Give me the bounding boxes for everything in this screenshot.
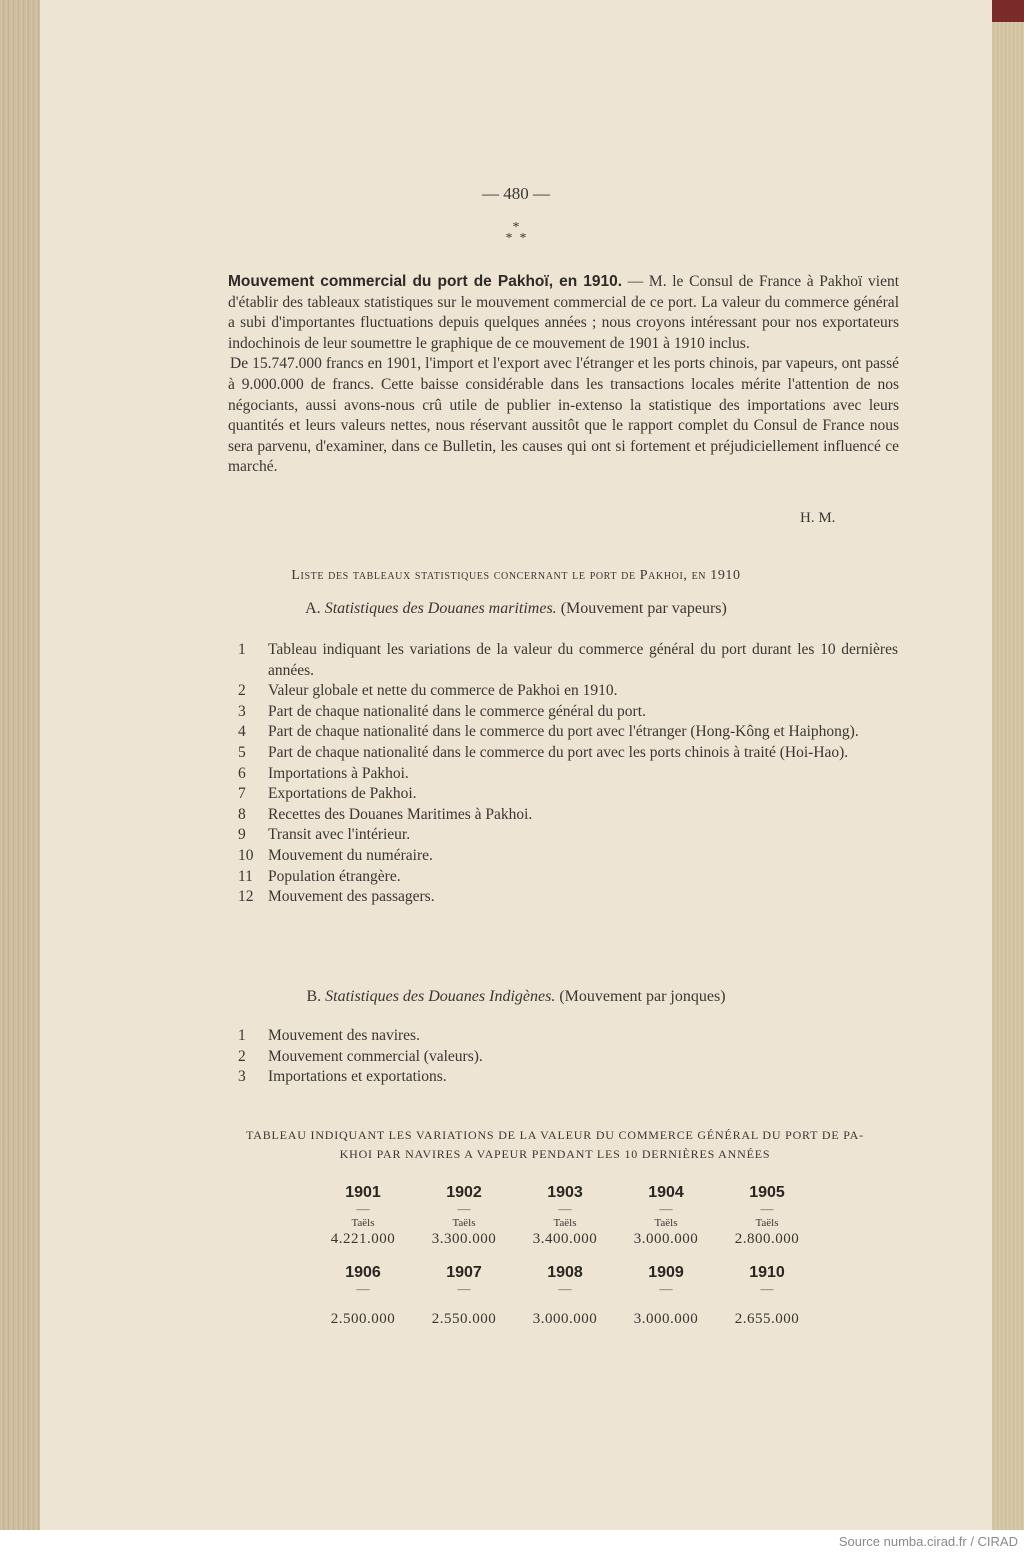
year-label: 1909 [648,1264,684,1281]
year-label: 1904 [648,1184,684,1201]
dash: — [760,1201,774,1216]
year-column [618,1264,714,1328]
section-b-name: Statistiques des Douanes Indigènes. [325,988,556,1005]
list-text: Part de chaque nationalité dans le commerce général du port. [268,702,646,720]
list-item [238,867,898,888]
list-text: Part de chaque nationalité dans le commerce du port avec les ports chinois à traité (Hoi-Hao). [268,743,849,761]
list-number: 3 [238,1068,246,1086]
year-row-2 [315,1264,815,1328]
list-text: Mouvement des passagers. [268,888,435,906]
list-text: Population étrangère. [268,867,401,885]
year-value: 2.800.000 [734,1231,800,1247]
dash: — [760,1281,774,1296]
section-b-list [238,1026,898,1088]
unit-label: Taëls [654,1217,678,1229]
list-text: Part de chaque nationalité dans le commerce du port avec l'étranger (Hong-Kông et Haiphong). [268,723,859,741]
article-paragraph-2: De 15.747.000 francs en 1901, l'import et l'export avec l'étranger et les ports chinois, par vapeurs, ont passé à 9.000.000 de francs. Cette baisse considérable dans les transactions locales mérite l'attention de nos négociants, aussi avons-nous crû utile de publier in-extenso la statistique des importations avec leurs quantités et leurs valeurs nettes, nous réservant aussitôt que le rapport complet du Consul de France nous sera parvenu, d'examiner, dans ce Bulletin, les causes qui ont si fortement et préjudiciellement influencé ce marché. [228,355,899,476]
signature: H. M. [800,510,836,526]
list-item [238,1047,898,1068]
source-credit: Source numba.cirad.fr / CIRAD [838,1534,1018,1549]
list-number: 2 [238,682,246,700]
unit-label: Taëls [351,1217,375,1229]
section-b-letter: B. [306,988,322,1005]
list-item [238,640,898,681]
year-value: 3.400.000 [532,1231,598,1247]
section-a-note: (Mouvement par vapeurs) [560,600,727,617]
year-value: 3.000.000 [633,1311,699,1327]
list-number: 2 [238,1047,246,1065]
table-title [210,1126,900,1164]
year-value: 2.550.000 [431,1311,497,1327]
article-paragraph-1 [228,272,899,354]
list-number: 1 [238,641,246,658]
year-column [517,1184,613,1248]
section-a-list [238,640,898,908]
year-column [719,1184,815,1248]
list-number: 11 [238,867,253,885]
list-text: Valeur globale et nette du commerce de Pakhoi en 1910. [268,682,618,700]
article-headline: Mouvement commercial du port de Pakhoï, en 1910. [228,273,623,290]
table-title-line-1: TABLEAU INDIQUANT LES VARIATIONS DE LA VALEUR DU COMMERCE GÉNÉRAL DU PORT DE PA- [246,1128,864,1142]
list-text: Recettes des Douanes Maritimes à Pakhoi. [268,805,533,823]
dash: — [659,1201,673,1216]
list-number: 3 [238,702,246,720]
year-label: 1910 [749,1264,785,1281]
dash: — [356,1201,370,1216]
list-item [238,887,898,908]
year-value: 2.500.000 [330,1311,396,1327]
list-item [238,702,898,723]
year-value: 4.221.000 [330,1231,396,1247]
year-label: 1908 [547,1264,583,1281]
list-text: Exportations de Pakhoi. [268,785,417,803]
section-stars [40,222,992,244]
list-item [238,825,898,846]
list-number: 9 [238,826,246,844]
list-text: Mouvement du numéraire. [268,846,433,864]
year-column [416,1184,512,1248]
list-item [238,722,898,743]
list-number: 4 [238,723,246,741]
year-column [719,1264,815,1328]
year-value: 3.000.000 [633,1231,699,1247]
year-label: 1901 [345,1184,381,1201]
unit-label: Taëls [755,1217,779,1229]
list-text: Importations à Pakhoi. [268,764,409,782]
article-body [228,272,899,478]
list-text: Tableau indiquant les variations de la valeur du commerce général du port durant les 10 dernières années. [268,641,898,679]
section-b-note: (Mouvement par jonques) [559,988,726,1005]
list-text: Mouvement des navires. [268,1027,420,1044]
year-label: 1903 [547,1184,583,1201]
section-a-letter: A. [305,600,321,617]
book-edge-right [992,0,1024,1530]
list-number: 7 [238,785,246,803]
table-title-line-2: KHOI PAR NAVIRES A VAPEUR PENDANT LES 10 DERNIÈRES ANNÉES [339,1147,771,1161]
list-number: 1 [238,1027,246,1044]
dash: — [558,1201,572,1216]
list-text: Importations et exportations. [268,1068,447,1086]
list-item [238,784,898,805]
year-column [618,1184,714,1248]
list-title: Liste des tableaux statistiques concernant le port de Pakhoi, en 1910 [291,568,741,583]
year-column [315,1184,411,1248]
unit-label: Taëls [452,1217,476,1229]
book-edge-left [0,0,40,1530]
list-number: 6 [238,764,246,782]
year-value: 2.655.000 [734,1311,800,1327]
list-text: Mouvement commercial (valeurs). [268,1047,483,1065]
binding-corner [990,0,1024,22]
list-item [238,846,898,867]
dash: — [457,1281,471,1296]
star-top: * [512,220,520,235]
list-number: 5 [238,743,246,761]
list-number: 10 [238,846,254,864]
year-column [315,1264,411,1328]
unit-label: Taëls [553,1217,577,1229]
list-item [238,764,898,785]
year-column [517,1264,613,1328]
list-number: 12 [238,888,254,906]
list-item [238,805,898,826]
year-label: 1907 [446,1264,482,1281]
list-item [238,743,898,764]
year-column [416,1264,512,1328]
dash: — [356,1281,370,1296]
page [40,0,992,1530]
year-label: 1906 [345,1264,381,1281]
year-label: 1902 [446,1184,482,1201]
page-number: — 480 — [482,184,550,203]
list-item [238,681,898,702]
list-number: 8 [238,805,246,823]
year-value: 3.000.000 [532,1311,598,1327]
year-value: 3.300.000 [431,1231,497,1247]
section-a-name: Statistiques des Douanes maritimes. [324,600,557,617]
star-bottom: * * [505,231,527,246]
dash: — [659,1281,673,1296]
section-a-title [40,600,992,618]
section-b-title [40,988,992,1006]
list-text: Transit avec l'intérieur. [268,826,411,844]
dash: — [558,1281,572,1296]
list-item [238,1026,898,1047]
list-item [238,1067,898,1088]
year-label: 1905 [749,1184,785,1201]
article-intro: — M. le Consul de France à Pakhoï vient d'établir des tableaux statistiques sur le mouvement commercial de ce port. La valeur du commerce général a subi d'importantes fluctuations depuis quelques années ; nous croyons intéressant pour nos exportateurs indochinois de leur soumettre le graphique de ce mouvement de 1901 à 1910 inclus. [228,273,900,352]
dash: — [457,1201,471,1216]
year-row-1 [315,1184,815,1248]
